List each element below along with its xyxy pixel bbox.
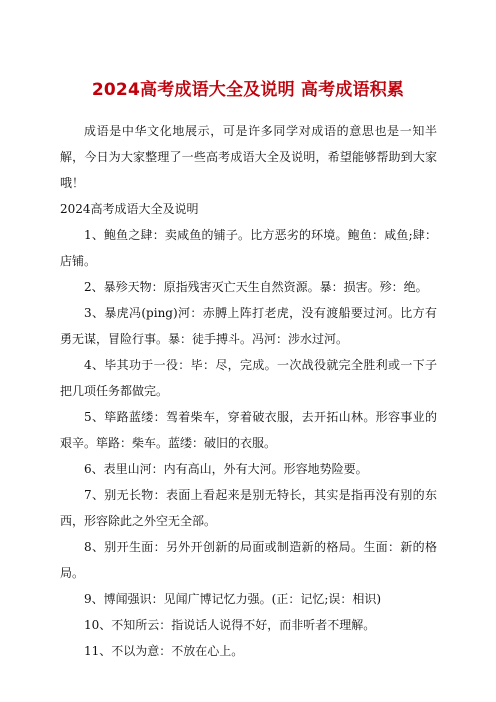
list-item: 3、暴虎冯(ping)河：赤膊上阵打老虎，没有渡船要过河。比方有勇无谋，冒险行事。暴：徒手搏斗。冯河：涉水过河。 (60, 306, 437, 346)
list-item: 4、毕其功于一役：毕：尽，完成。一次战役就完全胜利或一下子把几项任务都做完。 (60, 358, 437, 398)
document-title: 2024高考成语大全及说明 高考成语积累 (91, 80, 405, 100)
list-item: 1、鲍鱼之肆：卖咸鱼的铺子。比方恶劣的环境。鲍鱼：咸鱼;肆：店铺。 (60, 228, 437, 268)
subheading: 2024高考成语大全及说明 (60, 202, 199, 216)
list-item: 10、不知所云：指说话人说得不好，而非听者不理解。 (84, 618, 376, 632)
list-item: 9、博闻强识：见闻广博记忆力强。(正：记忆;误：相识) (84, 592, 382, 606)
intro-paragraph: 成语是中华文化地展示，可是许多同学对成语的意思也是一知半解，今日为大家整理了一些高考成语大全及说明，希望能够帮助到大家哦！ (60, 124, 437, 190)
list-item: 2、暴殄天物：原指残害灭亡天生自然资源。暴：损害。殄：绝。 (84, 280, 428, 294)
list-item: 6、表里山河：内有高山，外有大河。形容地势险要。 (84, 462, 368, 476)
list-item: 8、别开生面：另外开创新的局面或制造新的格局。生面：新的格局。 (60, 540, 437, 580)
document-body (60, 118, 437, 664)
list-item: 11、不以为意：不放在心上。 (84, 644, 244, 658)
list-item: 5、筚路蓝缕：驾着柴车，穿着破衣服，去开拓山林。形容事业的艰辛。筚路：柴车。蓝缕：破旧的衣服。 (60, 410, 437, 450)
list-item: 7、别无长物：表面上看起来是别无特长，其实是指再没有别的东西，形容除此之外空无全部。 (60, 488, 437, 528)
